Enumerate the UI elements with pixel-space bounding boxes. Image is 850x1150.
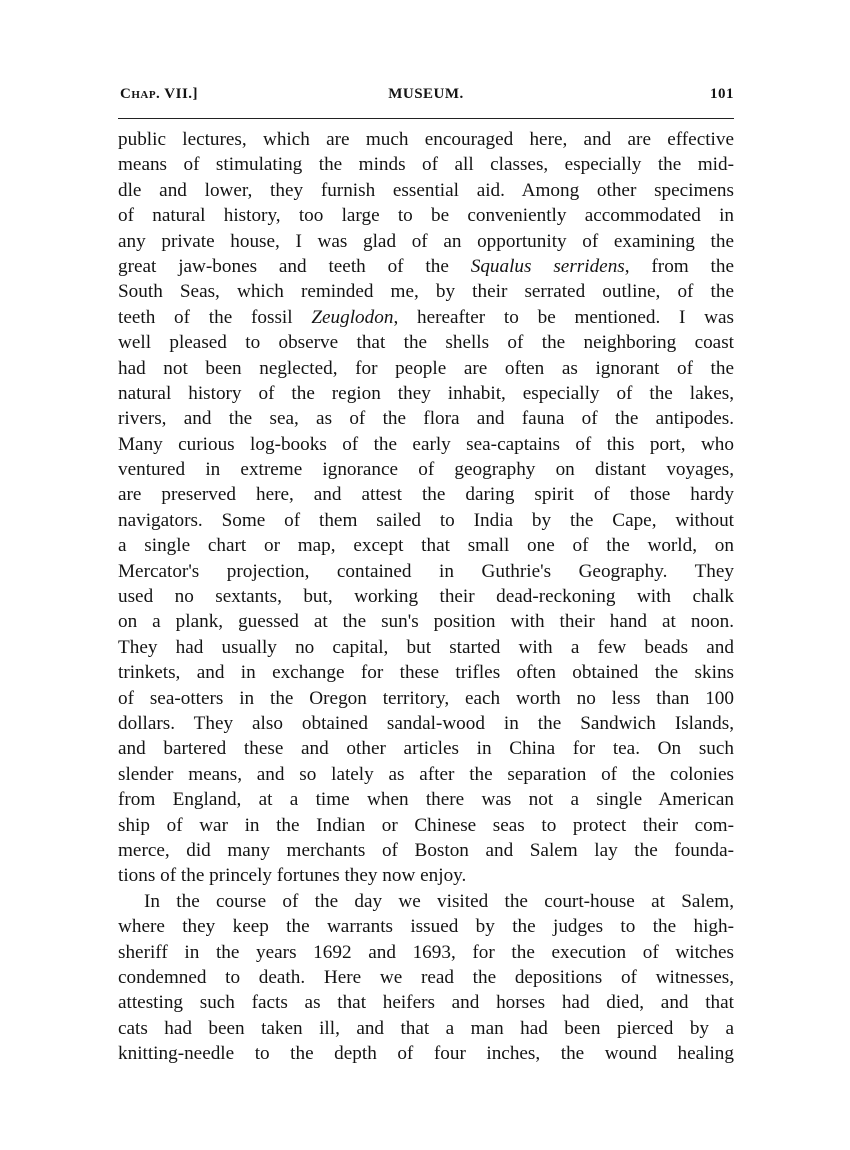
running-head: [118, 82, 734, 110]
page-number: 101: [710, 86, 734, 102]
text-line: dle and lower, they furnish essential aid. Among other specimens: [118, 179, 734, 201]
italic-term: Zeuglodon: [311, 306, 394, 328]
paragraph-start-line: In the course of the day we visited the court-house at Salem,: [144, 890, 734, 912]
text-segment: , from the: [624, 255, 734, 277]
header-rule: [118, 118, 734, 119]
text-line: sheriff in the years 1692 and 1693, for the execution of witches: [118, 941, 734, 963]
text-line: well pleased to observe that the shells of the neighboring coast: [118, 332, 734, 354]
text-segment: , hereafter to be mentioned. I was: [393, 306, 735, 328]
text-line: had not been neglected, for people are often as ignorant of the: [118, 357, 734, 379]
text-line: tions of the princely fortunes they now enjoy.: [118, 865, 467, 887]
text-line: and bartered these and other articles in China for tea. On such: [118, 738, 734, 760]
italic-term: Squalus serridens: [470, 255, 625, 277]
text-line: ventured in extreme ignorance of geography on distant voyages,: [118, 459, 734, 481]
text-line: from England, at a time when there was not a single American: [118, 789, 734, 811]
text-line: dollars. They also obtained sandal-wood in the Sandwich Islands,: [118, 712, 734, 734]
text-line: ship of war in the Indian or Chinese seas to protect their com-: [118, 814, 734, 836]
text-line: rivers, and the sea, as of the flora and fauna of the antipodes.: [118, 408, 734, 430]
text-segment: great jaw-bones and teeth of the: [118, 255, 471, 277]
text-line: where they keep the warrants issued by the judges to the high-: [118, 916, 734, 938]
text-line: natural history of the region they inhabit, especially of the lakes,: [118, 382, 734, 404]
text-line: [118, 254, 734, 279]
text-line: used no sextants, but, working their dead-reckoning with chalk: [118, 586, 734, 608]
text-line: of natural history, too large to be conveniently accommodated in: [118, 205, 734, 227]
chapter-label: Chap. VII.]: [120, 86, 199, 102]
text-line: They had usually no capital, but started with a few beads and: [118, 636, 734, 658]
text-line: Mercator's projection, contained in Guthrie's Geography. They: [118, 560, 734, 582]
text-line: on a plank, guessed at the sun's position with their hand at noon.: [118, 611, 734, 633]
page-title: MUSEUM.: [388, 86, 464, 102]
text-line: slender means, and so lately as after the separation of the colonies: [118, 763, 734, 785]
text-line: South Seas, which reminded me, by their serrated outline, of the: [118, 281, 734, 303]
book-page: [118, 82, 734, 1066]
text-line: Many curious log-books of the early sea-captains of this port, who: [118, 433, 734, 455]
text-line: of sea-otters in the Oregon territory, each worth no less than 100: [118, 687, 734, 709]
text-line: attesting such facts as that heifers and horses had died, and that: [118, 992, 734, 1014]
body-text: [118, 127, 734, 1066]
text-line: public lectures, which are much encouraged here, and are effective: [118, 129, 734, 150]
text-line: merce, did many merchants of Boston and Salem lay the founda-: [118, 839, 734, 861]
text-line: navigators. Some of them sailed to India by the Cape, without: [118, 509, 734, 531]
text-line: [118, 305, 734, 330]
text-line: any private house, I was glad of an opportunity of examining the: [118, 230, 734, 252]
text-line: condemned to death. Here we read the depositions of witnesses,: [118, 966, 734, 988]
text-line: cats had been taken ill, and that a man had been pierced by a: [118, 1017, 734, 1039]
text-line: are preserved here, and attest the daring spirit of those hardy: [118, 484, 734, 506]
text-segment: teeth of the fossil: [118, 306, 312, 328]
text-line: trinkets, and in exchange for these trifles often obtained the skins: [118, 662, 734, 684]
text-line: means of stimulating the minds of all classes, especially the mid-: [118, 154, 734, 176]
text-line: a single chart or map, except that small one of the world, on: [118, 535, 734, 557]
text-line: knitting-needle to the depth of four inches, the wound healing: [118, 1043, 734, 1065]
